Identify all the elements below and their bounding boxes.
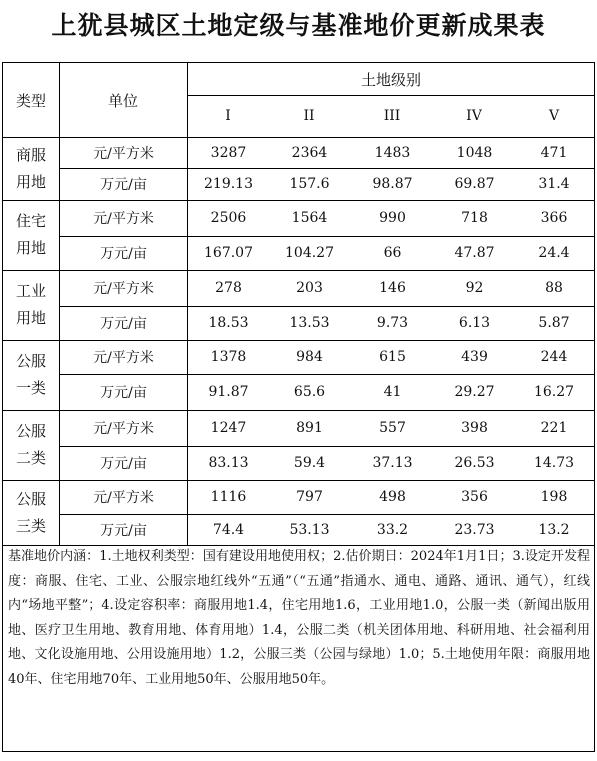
unit-cell: 万元/亩 <box>100 385 147 401</box>
header-grade: IV <box>466 108 482 124</box>
category-label <box>3 340 59 410</box>
unit-cell: 元/平方米 <box>93 421 154 437</box>
value-cell: 1048 <box>456 144 493 161</box>
value-cell: 92 <box>465 280 484 296</box>
value-cell: 498 <box>379 489 406 505</box>
category-label-line: 公服 <box>15 422 46 440</box>
value-cell: 1247 <box>210 420 247 436</box>
category-label <box>3 270 59 340</box>
value-cell: 471 <box>540 144 568 161</box>
value-cell: 65.6 <box>293 384 326 400</box>
value-cell: 1483 <box>374 144 411 161</box>
category-label-line: 一类 <box>15 379 46 397</box>
value-cell: 198 <box>540 489 568 505</box>
category-label-line: 工业 <box>15 282 46 300</box>
category-label <box>3 200 59 270</box>
header-grade: II <box>303 108 315 124</box>
value-cell: 6.13 <box>458 315 491 331</box>
value-cell: 2364 <box>291 144 328 161</box>
value-cell: 990 <box>379 210 406 226</box>
value-cell: 13.53 <box>289 315 330 331</box>
value-cell: 18.53 <box>208 315 249 331</box>
value-cell: 2506 <box>210 210 247 226</box>
unit-cell: 万元/亩 <box>100 522 147 539</box>
header-unit: 单位 <box>107 91 138 110</box>
value-cell: 615 <box>379 349 406 365</box>
header-grade-group: 土地级别 <box>360 70 421 89</box>
value-cell: 797 <box>296 489 323 505</box>
notes-paragraph: 基准地价内涵：1.土地权利类型：国有建设用地使用权；2.估价期日：2024年1月1日；3.设定开发程度：商服、住宅、工业、公服宗地红线外“五通”（“五通”指通水、通电、通路、通讯、通气），红线内“场地平整”；4.设定容积率：商服用地1.4，住宅用地1.6，工业用地1.0，公服一类（新闻出版用地、医疗卫生用地、教育用地、体育用地）1.4，公服二类（机关团体用地、科研用地、社会福利用地、文化设施用地、公用设施用地）1.2，公服三类（公园与绿地）1.0；5.土地使用年限：商服用地40年、住宅用地70年、工业用地50年、公服用地50年。 <box>8 549 590 687</box>
unit-cell: 元/平方米 <box>93 490 154 506</box>
value-cell: 13.2 <box>538 521 570 538</box>
value-cell: 557 <box>379 420 406 436</box>
value-cell: 69.87 <box>454 176 495 192</box>
unit-cell: 万元/亩 <box>100 177 147 193</box>
value-cell: 146 <box>379 280 406 296</box>
value-cell: 24.4 <box>538 245 570 261</box>
value-cell: 1116 <box>210 489 247 505</box>
value-cell: 29.27 <box>454 384 495 400</box>
value-cell: 984 <box>296 349 323 365</box>
header-grade: I <box>225 108 231 124</box>
value-cell: 88 <box>545 280 563 296</box>
header-grade: III <box>383 108 401 124</box>
value-cell: 53.13 <box>289 521 330 538</box>
value-cell: 41 <box>383 384 402 400</box>
value-cell: 3287 <box>210 144 247 161</box>
value-cell: 891 <box>296 420 323 436</box>
value-cell: 16.27 <box>533 384 575 400</box>
unit-cell: 万元/亩 <box>100 246 147 262</box>
category-label-line: 用地 <box>15 239 46 257</box>
value-cell: 718 <box>461 210 488 226</box>
value-cell: 37.13 <box>372 455 413 471</box>
value-cell: 9.73 <box>376 315 409 331</box>
category-label-line: 住宅 <box>15 212 46 230</box>
category-label-line: 三类 <box>15 516 46 535</box>
value-cell: 91.87 <box>208 384 249 400</box>
unit-cell: 元/平方米 <box>93 350 154 366</box>
category-label-line: 二类 <box>15 449 46 467</box>
value-cell: 244 <box>540 349 568 365</box>
value-cell: 167.07 <box>204 245 253 261</box>
value-cell: 98.87 <box>372 176 413 192</box>
value-cell: 23.73 <box>454 521 495 538</box>
value-cell: 59.4 <box>293 455 326 471</box>
unit-cell: 万元/亩 <box>100 456 147 472</box>
header-type: 类型 <box>15 91 46 110</box>
value-cell: 278 <box>215 280 242 296</box>
value-cell: 26.53 <box>454 455 495 471</box>
category-label-line: 用地 <box>15 172 46 191</box>
value-cell: 366 <box>540 210 568 226</box>
value-cell: 104.27 <box>285 245 334 261</box>
header-divider <box>188 95 594 96</box>
category-label <box>3 410 59 480</box>
value-cell: 221 <box>540 420 568 436</box>
category-label <box>3 480 59 545</box>
category-label-line: 商服 <box>15 145 46 164</box>
value-cell: 439 <box>461 349 488 365</box>
value-cell: 219.13 <box>204 176 253 192</box>
unit-cell: 元/平方米 <box>93 281 154 297</box>
value-cell: 33.2 <box>376 521 409 538</box>
page-title: 上犹县城区土地定级与基准地价更新成果表 <box>51 11 546 40</box>
value-cell: 66 <box>383 245 402 261</box>
unit-cell: 元/平方米 <box>93 145 154 162</box>
value-cell: 5.87 <box>538 315 570 331</box>
value-cell: 74.4 <box>212 521 245 538</box>
value-cell: 47.87 <box>454 245 495 261</box>
value-cell: 203 <box>296 280 323 296</box>
unit-cell: 万元/亩 <box>100 316 147 332</box>
value-cell: 14.73 <box>533 455 575 471</box>
header-grade: V <box>548 108 560 124</box>
category-label <box>3 137 59 200</box>
value-cell: 83.13 <box>208 455 249 471</box>
value-cell: 157.6 <box>289 176 330 192</box>
value-cell: 31.4 <box>538 176 570 192</box>
value-cell: 1378 <box>210 349 247 365</box>
unit-cell: 元/平方米 <box>93 211 154 227</box>
value-cell: 356 <box>461 489 488 505</box>
category-label-line: 公服 <box>15 352 46 370</box>
value-cell: 398 <box>461 420 488 436</box>
value-cell: 1564 <box>291 210 328 226</box>
category-label-line: 用地 <box>15 309 46 327</box>
category-label-line: 公服 <box>15 489 46 508</box>
